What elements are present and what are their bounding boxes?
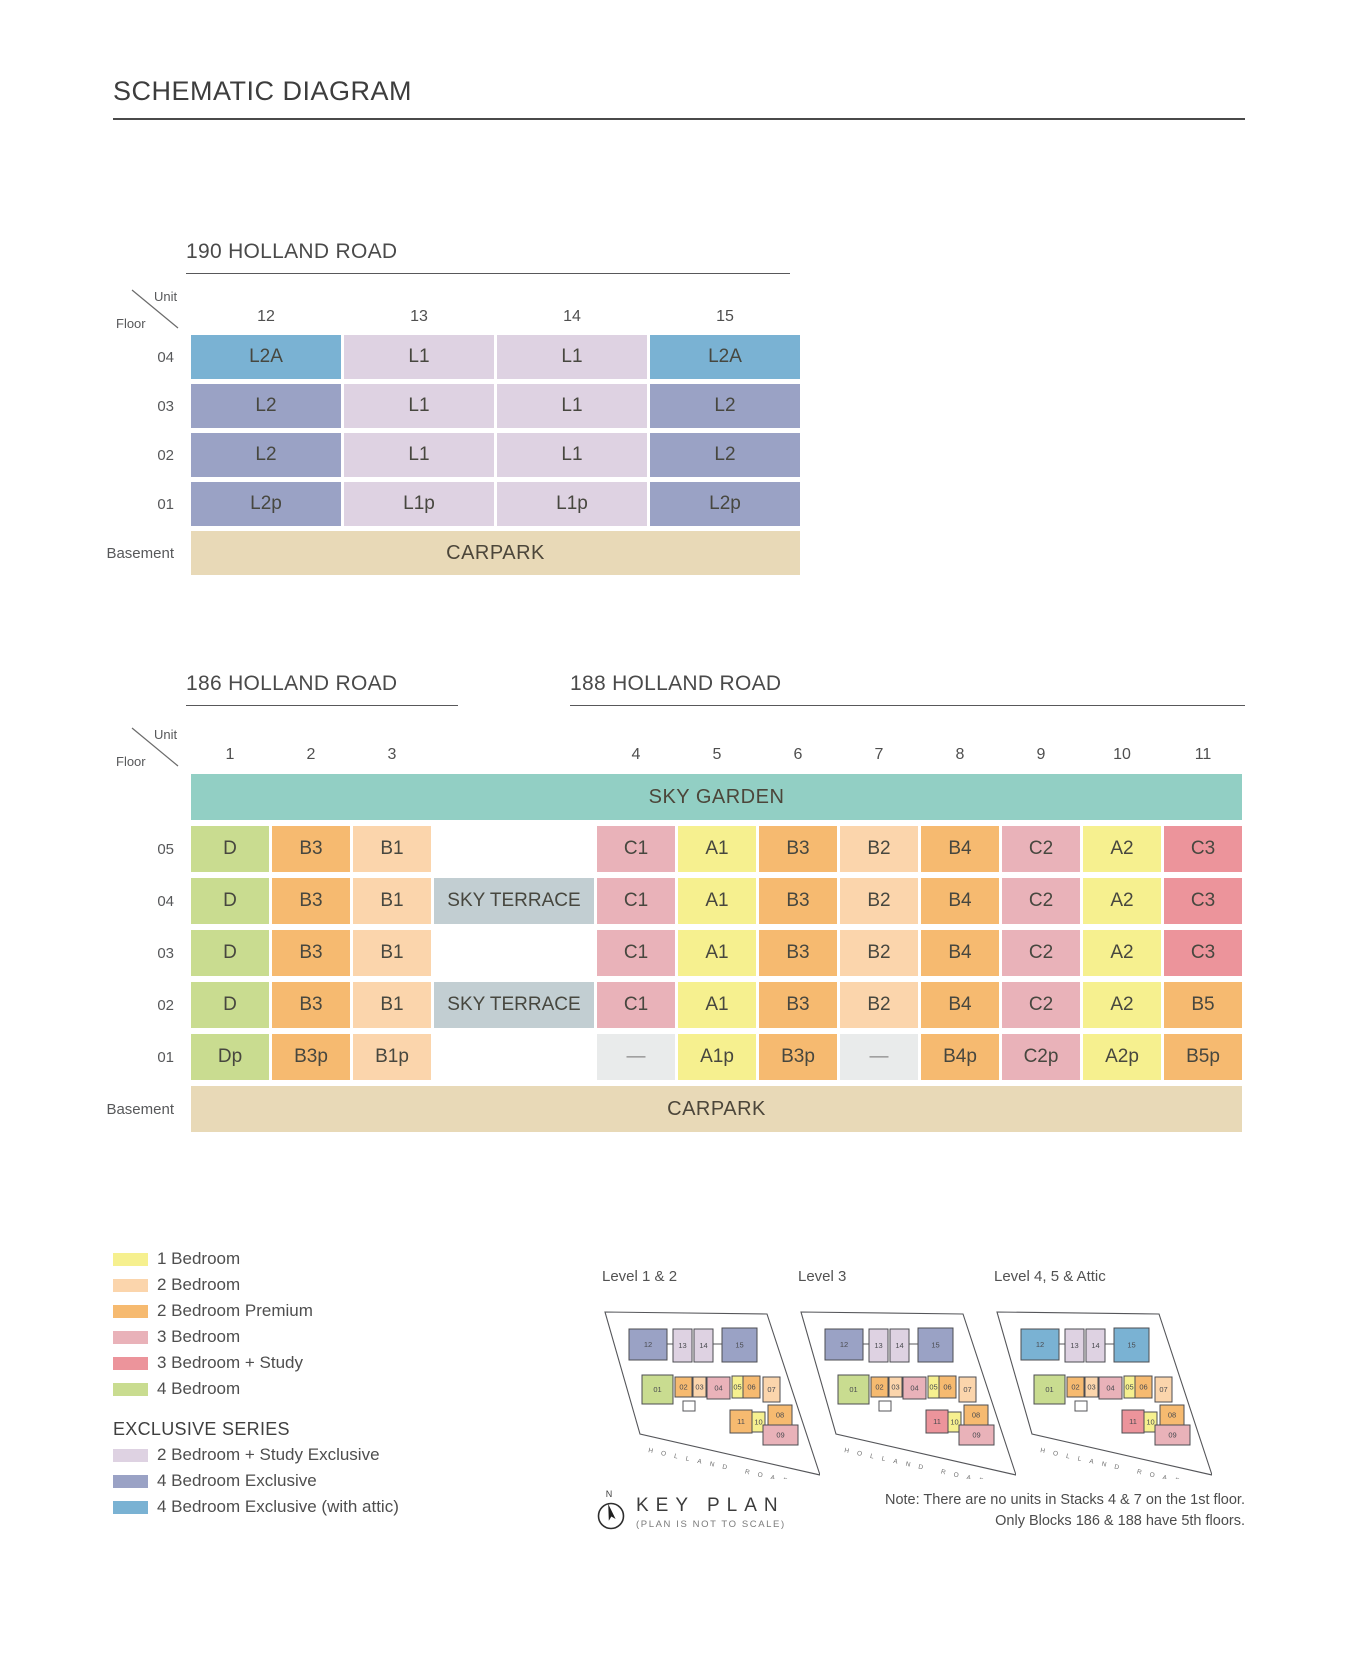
unit-cell-carpark: CARPARK xyxy=(191,1086,1242,1132)
unit-cell-b4p: B4p xyxy=(921,1034,999,1080)
unit-cell-sky-terrace: SKY TERRACE xyxy=(434,982,594,1028)
unit-cell-a2: A2 xyxy=(1083,878,1161,924)
svg-text:05: 05 xyxy=(733,1382,742,1392)
unit-cell-carpark: CARPARK xyxy=(191,531,800,575)
floor-label: 02 xyxy=(157,446,174,464)
unit-header-row xyxy=(108,726,1242,768)
unit-number-spacer xyxy=(434,726,594,768)
svg-text:11: 11 xyxy=(933,1417,941,1427)
legend-label: 2 Bedroom + Study Exclusive xyxy=(157,1445,380,1464)
unit-floor-axis xyxy=(108,726,188,768)
note-line-1: Note: There are no units in Stacks 4 & 7 on the 1st floor. xyxy=(884,1492,1245,1508)
unit-cell-l1: L1 xyxy=(497,335,647,379)
keyplan-level-4-5-attic xyxy=(982,1268,1212,1484)
unit-cell-a2: A2 xyxy=(1083,982,1161,1028)
unit-cell-c1: C1 xyxy=(597,878,675,924)
keyplan-level-4-5-attic-map xyxy=(982,1289,1212,1484)
unit-cell-l1p: L1p xyxy=(344,482,494,526)
unit-cell-c3: C3 xyxy=(1164,930,1242,976)
svg-text:01: 01 xyxy=(849,1385,858,1395)
legend-swatch xyxy=(113,1279,148,1292)
legend-swatch xyxy=(113,1331,148,1344)
svg-text:02: 02 xyxy=(1071,1382,1080,1392)
unit-cell-l2: L2 xyxy=(191,384,341,428)
unit-number-7: 7 xyxy=(874,746,884,763)
floor-label: 02 xyxy=(157,996,174,1014)
unit-cell-l1: L1 xyxy=(497,433,647,477)
unit-number-9: 9 xyxy=(1036,746,1046,763)
svg-text:04: 04 xyxy=(1106,1383,1115,1393)
unit-cell-c2p: C2p xyxy=(1002,1034,1080,1080)
unit-cell-b3: B3 xyxy=(272,930,350,976)
svg-text:14: 14 xyxy=(1091,1341,1100,1351)
legend-item xyxy=(113,1246,399,1272)
floor-row-01 xyxy=(108,1034,1242,1080)
unit-cell-d: D xyxy=(191,826,269,872)
floor-row-05 xyxy=(108,826,1242,872)
unit-cell-l1p: L1p xyxy=(497,482,647,526)
unit-cell-l2p: L2p xyxy=(191,482,341,526)
legend-item xyxy=(113,1468,399,1494)
unit-cell-l2: L2 xyxy=(191,433,341,477)
unit-number-3: 3 xyxy=(387,746,397,763)
svg-text:15: 15 xyxy=(735,1340,744,1350)
svg-text:05: 05 xyxy=(1125,1382,1134,1392)
floor-label: 01 xyxy=(157,1048,174,1066)
empty-cell xyxy=(434,1034,594,1080)
svg-text:Floor: Floor xyxy=(116,316,146,330)
unit-cell-a1p: A1p xyxy=(678,1034,756,1080)
svg-text:09: 09 xyxy=(1168,1430,1177,1440)
unit-number-11: 11 xyxy=(1194,746,1212,763)
unit-number-4: 4 xyxy=(631,746,641,763)
floor-row-01 xyxy=(108,482,800,526)
unit-cell-b5: B5 xyxy=(1164,982,1242,1028)
heading-186-holland-road: 186 HOLLAND ROAD xyxy=(186,672,458,706)
schematic-table-186-188 xyxy=(108,726,1242,1132)
heading-188-holland-road: 188 HOLLAND ROAD xyxy=(570,672,1245,706)
unit-cell-sky-terrace: SKY TERRACE xyxy=(434,878,594,924)
svg-text:04: 04 xyxy=(910,1383,919,1393)
keyplan-level-3-label: Level 3 xyxy=(798,1268,847,1285)
annex-outline xyxy=(1075,1401,1087,1411)
svg-text:03: 03 xyxy=(891,1382,900,1392)
svg-text:13: 13 xyxy=(678,1341,687,1351)
legend-label: 4 Bedroom Exclusive xyxy=(157,1471,317,1490)
unit-cell-d: D xyxy=(191,930,269,976)
keyplan-caption-text xyxy=(636,1496,786,1530)
unit-cell-b4: B4 xyxy=(921,982,999,1028)
svg-text:03: 03 xyxy=(1087,1382,1096,1392)
legend-swatch xyxy=(113,1449,148,1462)
floor-row-04 xyxy=(108,335,800,379)
unit-cell-l1: L1 xyxy=(344,433,494,477)
unit-cell-d: D xyxy=(191,982,269,1028)
unit-cell-c1: C1 xyxy=(597,930,675,976)
unit-cell-d: D xyxy=(191,878,269,924)
legend-item xyxy=(113,1298,399,1324)
unit-cell-l2a: L2A xyxy=(650,335,800,379)
unit-cell-b5p: B5p xyxy=(1164,1034,1242,1080)
unit-cell-l2a: L2A xyxy=(191,335,341,379)
unit-number-1: 1 xyxy=(225,746,235,763)
unit-cell-b2: B2 xyxy=(840,930,918,976)
note-line-2: Only Blocks 186 & 188 have 5th floors. xyxy=(995,1513,1245,1530)
unit-cell-a1: A1 xyxy=(678,826,756,872)
legend-swatch xyxy=(113,1305,148,1318)
legend-label: 2 Bedroom Premium xyxy=(157,1301,313,1320)
unit-cell-c1: C1 xyxy=(597,826,675,872)
floor-row-03 xyxy=(108,930,1242,976)
floor-label: 03 xyxy=(157,944,174,962)
legend-item xyxy=(113,1324,399,1350)
floor-label: 01 xyxy=(157,495,174,513)
unit-cell-b4: B4 xyxy=(921,878,999,924)
unit-number-12: 12 xyxy=(257,308,275,325)
legend-item xyxy=(113,1494,399,1520)
legend-swatch xyxy=(113,1383,148,1396)
unit-number-15: 15 xyxy=(716,308,734,325)
unit-cell-b3: B3 xyxy=(759,930,837,976)
svg-text:07: 07 xyxy=(767,1385,776,1395)
page-title: SCHEMATIC DIAGRAM xyxy=(113,76,413,106)
annex-outline xyxy=(879,1401,891,1411)
annex-outline xyxy=(683,1401,695,1411)
legend-item xyxy=(113,1272,399,1298)
keyplan-title: KEY PLAN xyxy=(636,1495,785,1516)
floor-row-04 xyxy=(108,878,1242,924)
unit-cell-a2: A2 xyxy=(1083,930,1161,976)
svg-text:07: 07 xyxy=(963,1385,972,1395)
legend xyxy=(113,1246,399,1520)
svg-text:06: 06 xyxy=(943,1382,952,1392)
unit-cell-c2: C2 xyxy=(1002,878,1080,924)
floor-row-span xyxy=(108,774,1242,820)
keyplan-subtitle: (PLAN IS NOT TO SCALE) xyxy=(636,1519,786,1530)
svg-text:02: 02 xyxy=(679,1382,688,1392)
svg-text:08: 08 xyxy=(775,1410,785,1420)
unit-cell-b2: B2 xyxy=(840,982,918,1028)
svg-text:06: 06 xyxy=(1139,1382,1148,1392)
unit-cell-b3: B3 xyxy=(272,982,350,1028)
floor-label: 04 xyxy=(157,348,174,366)
svg-text:10: 10 xyxy=(1146,1417,1155,1427)
svg-text:04: 04 xyxy=(714,1383,723,1393)
unit-cell-a1: A1 xyxy=(678,878,756,924)
svg-text:11: 11 xyxy=(1129,1417,1137,1427)
empty-cell xyxy=(434,826,594,872)
unit-cell-c2: C2 xyxy=(1002,930,1080,976)
unit-cell-c3: C3 xyxy=(1164,826,1242,872)
svg-text:10: 10 xyxy=(754,1417,763,1427)
unit-cell-a1: A1 xyxy=(678,982,756,1028)
unit-cell-dp: Dp xyxy=(191,1034,269,1080)
floor-label: 04 xyxy=(157,892,174,910)
legend-item xyxy=(113,1376,399,1402)
svg-text:13: 13 xyxy=(1070,1341,1079,1351)
unit-number-2: 2 xyxy=(306,746,316,763)
svg-text:15: 15 xyxy=(931,1340,940,1350)
floor-row-02 xyxy=(108,982,1242,1028)
svg-text:01: 01 xyxy=(653,1385,662,1395)
unit-cell-l2: L2 xyxy=(650,433,800,477)
unit-cell-b2: B2 xyxy=(840,878,918,924)
unit-cell-b3: B3 xyxy=(272,826,350,872)
legend-label: 3 Bedroom + Study xyxy=(157,1353,304,1372)
unit-number-14: 14 xyxy=(563,308,581,325)
svg-text:N: N xyxy=(605,1489,613,1499)
legend-label: 1 Bedroom xyxy=(157,1249,241,1268)
svg-text:12: 12 xyxy=(1035,1340,1045,1350)
floor-label xyxy=(108,774,188,820)
legend-label: 2 Bedroom xyxy=(157,1275,241,1294)
unit-number-6: 6 xyxy=(793,746,803,763)
svg-text:13: 13 xyxy=(874,1341,883,1351)
floor-label: 05 xyxy=(157,840,174,858)
legend-label: 4 Bedroom Exclusive (with attic) xyxy=(157,1497,399,1516)
north-compass-icon xyxy=(592,1488,630,1538)
svg-text:10: 10 xyxy=(950,1417,959,1427)
unit-cell-a2p: A2p xyxy=(1083,1034,1161,1080)
floor-row-02 xyxy=(108,433,800,477)
title-rule xyxy=(113,118,1245,120)
no-unit-cell: — xyxy=(597,1034,675,1080)
svg-text:05: 05 xyxy=(929,1382,938,1392)
svg-text:09: 09 xyxy=(972,1430,981,1440)
unit-cell-b3p: B3p xyxy=(759,1034,837,1080)
note-text xyxy=(885,1490,1245,1532)
unit-cell-b3: B3 xyxy=(759,878,837,924)
keyplan-level-1-2-label: Level 1 & 2 xyxy=(602,1268,678,1285)
unit-number-5: 5 xyxy=(712,746,722,763)
svg-text:03: 03 xyxy=(695,1382,704,1392)
unit-cell-a1: A1 xyxy=(678,930,756,976)
legend-swatch xyxy=(113,1475,148,1488)
unit-cell-c3: C3 xyxy=(1164,878,1242,924)
floor-row-03 xyxy=(108,384,800,428)
holland-road-label: H O L L A N D R O A D xyxy=(1039,1447,1184,1479)
unit-cell-b3: B3 xyxy=(759,826,837,872)
floor-row-basement xyxy=(108,1086,1242,1132)
svg-text:07: 07 xyxy=(1159,1385,1168,1395)
unit-cell-b1: B1 xyxy=(353,982,431,1028)
unit-cell-l1: L1 xyxy=(344,384,494,428)
no-unit-cell: — xyxy=(840,1034,918,1080)
holland-road-label: H O L L A N D R O A D xyxy=(843,1447,988,1479)
floor-label: Basement xyxy=(106,1100,174,1118)
unit-number-13: 13 xyxy=(410,308,428,325)
keyplan-caption xyxy=(592,1488,786,1538)
unit-cell-c2: C2 xyxy=(1002,982,1080,1028)
axis-corner xyxy=(108,288,188,330)
svg-text:06: 06 xyxy=(747,1382,756,1392)
svg-text:01: 01 xyxy=(1045,1385,1054,1395)
legend-item xyxy=(113,1442,399,1468)
unit-cell-b3: B3 xyxy=(272,878,350,924)
heading-190-holland-road: 190 HOLLAND ROAD xyxy=(186,240,790,274)
legend-label: 4 Bedroom xyxy=(157,1379,241,1398)
unit-cell-l1: L1 xyxy=(497,384,647,428)
floor-row-basement xyxy=(108,531,800,575)
unit-cell-l1: L1 xyxy=(344,335,494,379)
svg-text:Unit: Unit xyxy=(154,727,178,742)
svg-text:08: 08 xyxy=(1167,1410,1177,1420)
legend-item xyxy=(113,1350,399,1376)
holland-road-label: H O L L A N D R O A D xyxy=(647,1447,792,1479)
svg-text:08: 08 xyxy=(971,1410,981,1420)
unit-cell-sky-garden: SKY GARDEN xyxy=(191,774,1242,820)
legend-swatch xyxy=(113,1357,148,1370)
svg-text:14: 14 xyxy=(895,1341,904,1351)
keyplan-level-4-5-attic-label: Level 4, 5 & Attic xyxy=(994,1268,1106,1285)
legend-swatch xyxy=(113,1501,148,1514)
unit-cell-b3: B3 xyxy=(759,982,837,1028)
unit-cell-l2p: L2p xyxy=(650,482,800,526)
legend-label: 3 Bedroom xyxy=(157,1327,241,1346)
legend-exclusive-series-title: EXCLUSIVE SERIES xyxy=(113,1418,290,1439)
unit-cell-b4: B4 xyxy=(921,826,999,872)
unit-cell-b1p: B1p xyxy=(353,1034,431,1080)
axis-corner xyxy=(108,726,188,768)
unit-cell-b2: B2 xyxy=(840,826,918,872)
svg-text:11: 11 xyxy=(737,1417,745,1427)
unit-number-10: 10 xyxy=(1113,746,1131,763)
schematic-table-190 xyxy=(108,288,800,575)
svg-text:12: 12 xyxy=(643,1340,653,1350)
keyplan-site-map xyxy=(982,1289,1212,1479)
floor-label: 03 xyxy=(157,397,174,415)
svg-text:12: 12 xyxy=(839,1340,849,1350)
unit-cell-b4: B4 xyxy=(921,930,999,976)
svg-text:02: 02 xyxy=(875,1382,884,1392)
unit-cell-b1: B1 xyxy=(353,930,431,976)
legend-swatch xyxy=(113,1253,148,1266)
svg-text:09: 09 xyxy=(776,1430,785,1440)
unit-cell-c1: C1 xyxy=(597,982,675,1028)
unit-floor-axis xyxy=(108,288,188,330)
unit-cell-b3p: B3p xyxy=(272,1034,350,1080)
floor-label: Basement xyxy=(106,544,174,562)
svg-text:14: 14 xyxy=(699,1341,708,1351)
unit-cell-b1: B1 xyxy=(353,878,431,924)
svg-text:Floor: Floor xyxy=(116,754,146,768)
svg-text:Unit: Unit xyxy=(154,289,178,304)
unit-cell-b1: B1 xyxy=(353,826,431,872)
unit-number-8: 8 xyxy=(955,746,965,763)
unit-cell-c2: C2 xyxy=(1002,826,1080,872)
svg-text:15: 15 xyxy=(1127,1340,1136,1350)
empty-cell xyxy=(434,930,594,976)
unit-header-row xyxy=(108,288,800,330)
unit-cell-a2: A2 xyxy=(1083,826,1161,872)
unit-cell-l2: L2 xyxy=(650,384,800,428)
